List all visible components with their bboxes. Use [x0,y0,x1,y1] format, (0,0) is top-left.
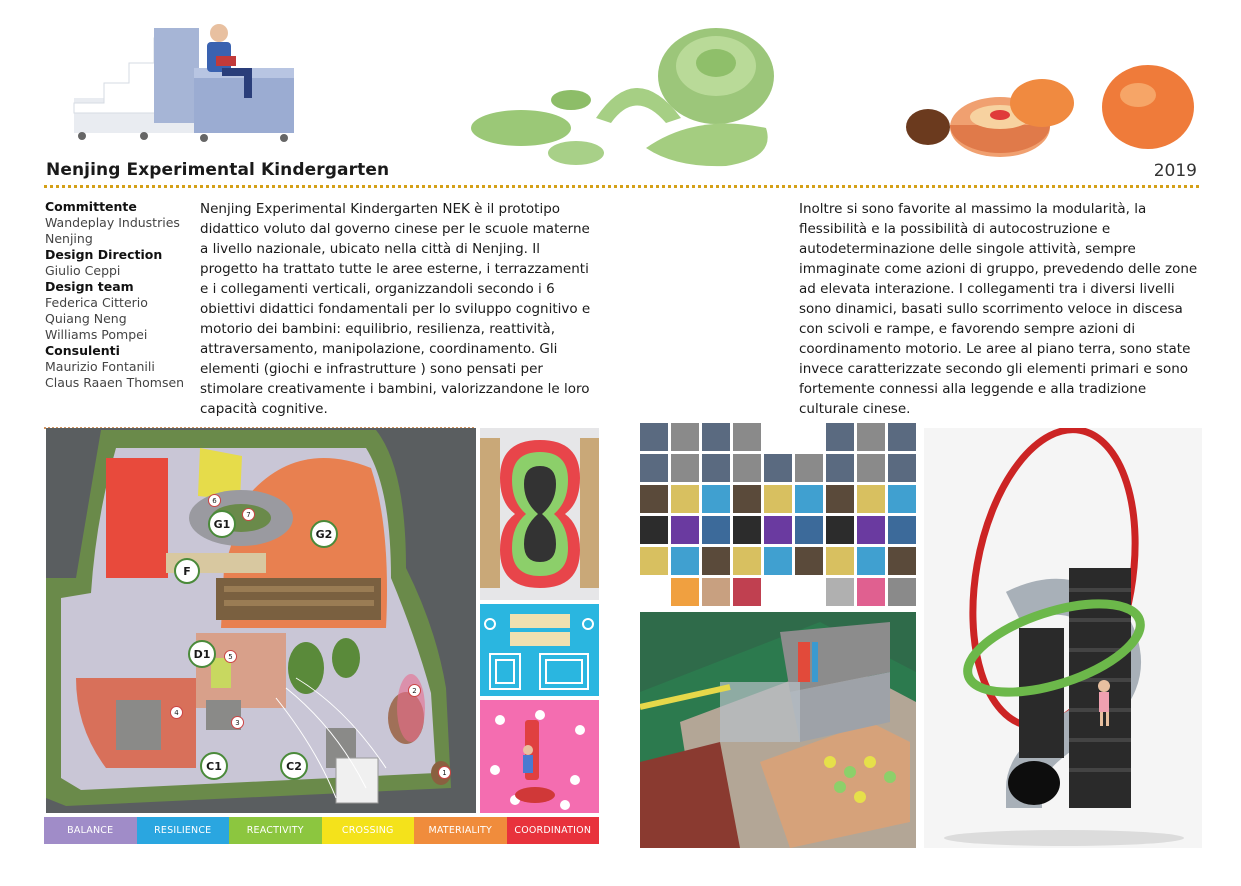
stair-furniture-photo [44,8,344,153]
moodboard-tile [857,423,885,451]
credits-list [45,199,195,391]
moodboard-tile [857,547,885,575]
green-modular-blocks-photo [466,8,782,168]
moodboard-tile [888,485,916,513]
moodboard-tile [671,423,699,451]
moodboard-tile [857,485,885,513]
moodboard-tile [888,423,916,451]
moodboard-tile [857,454,885,482]
credit-heading: Design Direction [45,247,163,262]
title-divider [44,185,1199,188]
moodboard-tile [888,578,916,606]
marker-3: 3 [231,716,244,729]
credit-heading: Consulenti [45,343,120,358]
credit-value: Nenjing [45,231,93,246]
credit-heading: Committente [45,199,137,214]
moodboard-tile [764,547,792,575]
marker-7: 7 [242,508,255,521]
moodboard-tile [733,454,761,482]
moodboard-tile [826,578,854,606]
moodboard-tile [640,547,668,575]
zone-label-c1: C1 [200,752,228,780]
objectives-legend [44,817,599,844]
moodboard-tile [795,547,823,575]
moodboard-tile [733,578,761,606]
moodboard-tile [764,516,792,544]
credit-value: Maurizio Fontanili [45,359,155,374]
credit-heading: Design team [45,279,134,294]
zone-label-g2: G2 [310,520,338,548]
moodboard-tile [826,423,854,451]
moodboard-tile [640,454,668,482]
legend-balance: BALANCE [44,817,137,844]
moodboard-tile [702,578,730,606]
description-right: Inoltre si sono favorite al massimo la modularità, la flessibilità e la possibilità di autocostruzione e autodeterminazione delle singole attività, sempre immaginate come azioni di gruppo, prevedendo delle zone ad elevata interazione. I collegamenti tra i diversi livelli sono dinamici, basati sullo scorrimento veloce in discesa con scivoli e rampe, e favorendo sempre azioni di coordinamento motorio. Le aree al piano terra, sono state invece caratterizzate secondo gli elementi primari e sono fortemente connessi alla leggende e alla tradizione culturale cinese. [799,201,1198,417]
moodboard-tile [795,454,823,482]
fruit-seats-photo [900,55,1200,165]
marker-5: 5 [224,650,237,663]
moodboard-tile [857,516,885,544]
marker-2: 2 [408,684,421,697]
project-title: Nenjing Experimental Kindergarten [46,160,390,180]
legend-crossing: CROSSING [322,817,415,844]
moodboard-tile [702,547,730,575]
play-area-render-middle [480,604,599,696]
moodboard-tile [733,423,761,451]
credit-value: Claus Raaen Thomsen [45,375,185,390]
credit-value: Williams Pompei [45,327,148,342]
moodboard-tile [702,485,730,513]
moodboard-tile [826,516,854,544]
moodboard-tile [888,454,916,482]
moodboard-tile [733,485,761,513]
moodboard-tile [764,454,792,482]
moodboard-tile [640,485,668,513]
moodboard-tile [733,516,761,544]
zone-label-c2: C2 [280,752,308,780]
moodboard-tile [640,516,668,544]
moodboard-tile [826,485,854,513]
moodboard-tile [795,485,823,513]
zone-label-d1: D1 [188,640,216,668]
legend-coordination: COORDINATION [507,817,600,844]
moodboard-tile [888,516,916,544]
legend-materiality: MATERIALITY [414,817,507,844]
moodboard-tile [857,578,885,606]
moodboard-tile [702,454,730,482]
play-area-render-bottom [480,700,599,813]
moodboard-tile [826,547,854,575]
site-plan-map [46,428,476,813]
moodboard-tile [671,485,699,513]
credit-value: Quiang Neng [45,311,127,326]
moodboard-tile [733,547,761,575]
moodboard-tile [826,454,854,482]
marker-1: 1 [438,766,451,779]
zone-label-g1: G1 [208,510,236,538]
legend-reactivity: REACTIVITY [229,817,322,844]
moodboard-tile [795,516,823,544]
terrace-3d-render [640,612,916,848]
moodboard-tile [671,516,699,544]
credit-value: Wandeplay Industries [45,215,180,230]
moodboard-tile [671,578,699,606]
moodboard-tile [671,547,699,575]
loop-sculpture-render [924,428,1202,848]
moodboard-tile [888,547,916,575]
project-year: 2019 [1153,161,1197,181]
credit-value: Federica Citterio [45,295,148,310]
marker-6: 6 [208,494,221,507]
zone-label-f: F [174,558,200,584]
moodboard-tile [640,423,668,451]
play-area-render-top [480,428,599,600]
credit-value: Giulio Ceppi [45,263,121,278]
moodboard-tile [702,516,730,544]
reference-moodboard [640,423,920,608]
moodboard-tile [702,423,730,451]
description-left: Nenjing Experimental Kindergarten NEK è il prototipo didattico voluto dal governo cinese per le scuole materne a livello nazionale, ubicato nella città di Nenjing. Il progetto ha trattato tutte le aree esterne, i terrazzamenti e i collegamenti verticali, organizzandoli secondo i 6 obiettivi didattici fondamentali per lo sviluppo cognitivo e motorio dei bambini: equilibrio, resilienza, reattività, attraversamento, manipolazione, coordinamento. Gli elementi (giochi e infrastrutture ) sono pensati per stimolare creativamente i bambini, valorizzandone le loro capacità cognitive. [200,201,591,417]
moodboard-tile [764,485,792,513]
moodboard-tile [671,454,699,482]
marker-4: 4 [170,706,183,719]
legend-resilience: RESILIENCE [137,817,230,844]
